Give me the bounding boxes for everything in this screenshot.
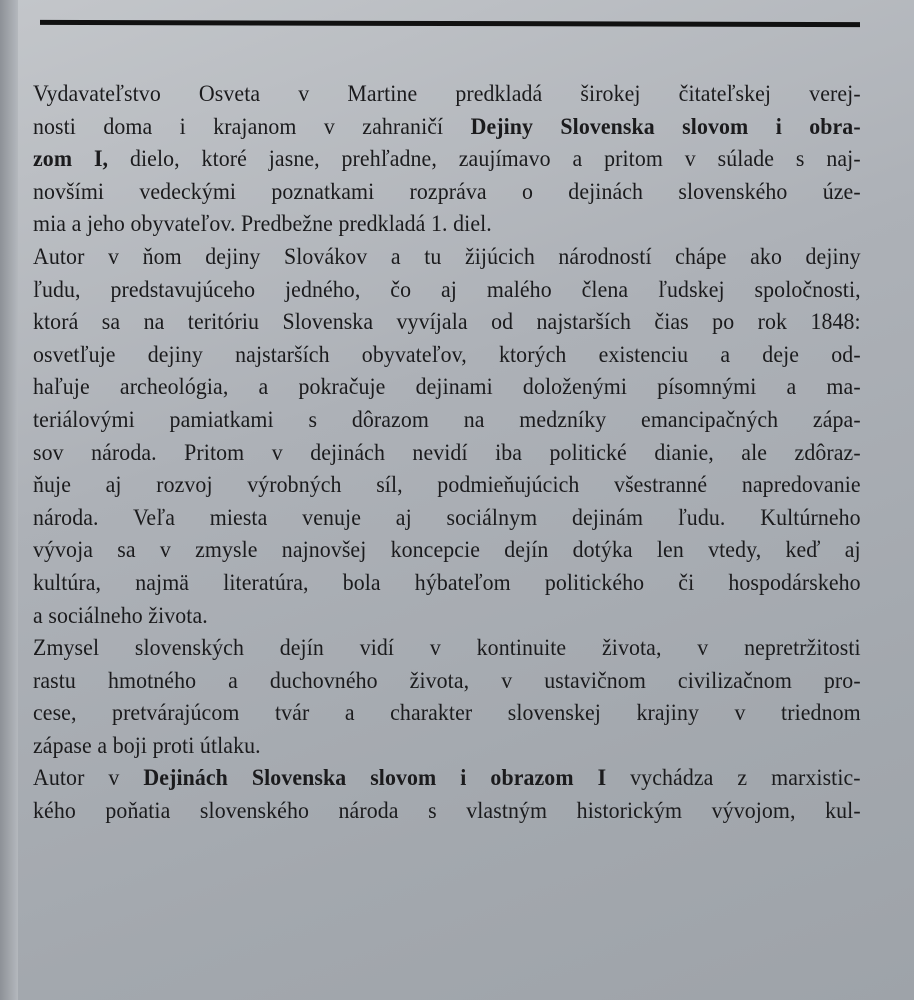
- text-segment: vývoja sa v zmysle najnovšej koncepcie dejín dotýka len vtedy, keď aj: [33, 537, 861, 564]
- text-segment: rastu hmotného a duchovného života, v ustavičnom civilizačnom pro-: [33, 667, 861, 694]
- text-segment: sov národa. Pritom v dejinách nevidí iba politické dianie, ale zdôraz-: [33, 439, 861, 466]
- text-segment: ňuje aj rozvoj výrobných síl, podmieňujúcich všestranné napredovanie: [33, 472, 861, 499]
- text-segment: Autor v ňom dejiny Slovákov a tu žijúcich národností chápe ako dejiny: [33, 243, 861, 270]
- book-title-bold: Dejinách Slovenska slovom i obrazom I: [143, 765, 607, 792]
- text-segment: teriálovými pamiatkami s dôrazom na medzníky emancipačných zápa-: [33, 406, 861, 433]
- text-line: [33, 208, 861, 241]
- text-line: [33, 502, 861, 535]
- text-segment: haľuje archeológia, a pokračuje dejinami doloženými písomnými a ma-: [33, 374, 861, 401]
- text-segment: nosti doma i krajanom v zahraničí: [33, 113, 471, 140]
- text-segment: vychádza z marxistic-: [606, 765, 861, 792]
- text-line: [33, 534, 861, 567]
- text-segment: dielo, ktoré jasne, prehľadne, zaujímavo a pritom v súlade s naj-: [108, 146, 861, 173]
- text-line: [33, 632, 861, 665]
- text-segment: novšími vedeckými poznatkami rozpráva o dejinách slovenského úze-: [33, 178, 861, 205]
- text-line: [33, 371, 861, 404]
- text-segment: ľudu, predstavujúceho jedného, čo aj malého člena ľudskej spoločnosti,: [33, 276, 861, 303]
- text-line: [33, 143, 861, 176]
- body-text: [33, 78, 861, 828]
- text-segment: mia a jeho obyvateľov. Predbežne predkladá 1. diel.: [33, 211, 492, 238]
- text-line: [33, 404, 861, 437]
- text-line: [33, 600, 861, 633]
- text-line: [33, 241, 861, 274]
- book-title-bold: zom I,: [33, 146, 109, 173]
- text-segment: Vydavateľstvo Osveta v Martine predkladá širokej čitateľskej verej-: [33, 81, 861, 107]
- text-segment: cese, pretvárajúcom tvár a charakter slovenskej krajiny v triednom: [33, 700, 861, 727]
- text-segment: Zmysel slovenských dejín vidí v kontinuite života, v nepretržitosti: [33, 635, 861, 662]
- text-line: [33, 339, 861, 372]
- text-segment: kultúra, najmä literatúra, bola hýbateľom politického či hospodárskeho: [33, 569, 861, 596]
- text-line: [33, 274, 861, 307]
- text-line: [33, 665, 861, 698]
- text-segment: ktorá sa na teritóriu Slovenska vyvíjala od najstarších čias po rok 1848:: [33, 309, 861, 336]
- text-segment: národa. Veľa miesta venuje aj sociálnym dejinám ľudu. Kultúrneho: [33, 504, 861, 531]
- text-line: [33, 176, 861, 209]
- top-rule: [40, 20, 860, 27]
- text-line: [33, 111, 861, 144]
- text-segment: a sociálneho života.: [33, 602, 208, 629]
- text-line: [33, 795, 861, 828]
- page-binding-edge: [0, 0, 18, 1000]
- text-segment: zápase a boji proti útlaku.: [33, 732, 261, 759]
- text-line: [33, 78, 861, 111]
- text-segment: Autor v: [33, 765, 144, 792]
- text-line: [33, 567, 861, 600]
- text-line: [33, 697, 861, 730]
- text-segment: kého poňatia slovenského národa s vlastným historickým vývojom, kul-: [33, 798, 861, 825]
- text-line: [33, 762, 861, 795]
- text-line: [33, 730, 861, 763]
- text-line: [33, 306, 861, 339]
- text-line: [33, 469, 861, 502]
- book-title-bold: Dejiny Slovenska slovom i obra-: [470, 113, 861, 140]
- text-line: [33, 437, 861, 470]
- text-segment: osvetľuje dejiny najstarších obyvateľov, ktorých existenciu a deje od-: [33, 341, 861, 368]
